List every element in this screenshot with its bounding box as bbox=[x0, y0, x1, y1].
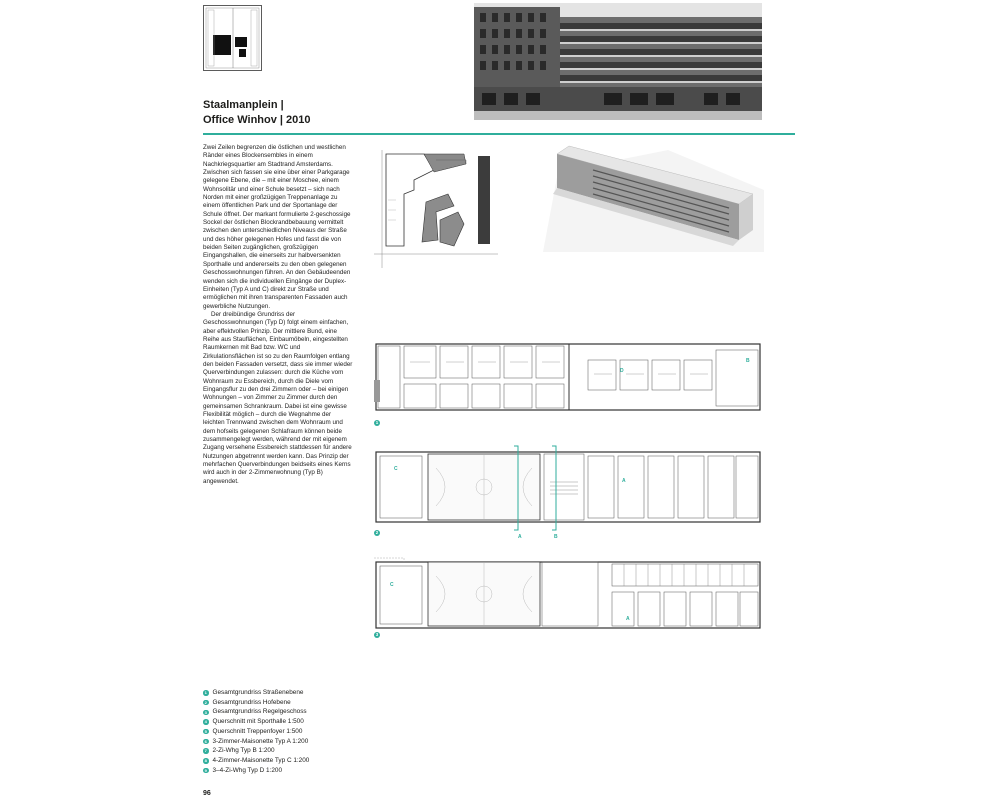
body-paragraph-1: Zwei Zeilen begrenzen die östlichen und westlichen Ränder eines Blockensembles in einem Nachkriegsquartier am Stadtrand Amsterdams. Zwischen sich fassen sie eine über einer Parkgarage gelegene Ebene, die – mit einer Moschee, einem Wohnsolitär und einer Schule besetzt – sich nach Norden mit einer großzügigen Treppenanlage zu einem öffentlichen Park und der Sportanlage der Schule öffnet. Der markant formulierte 2-geschossige Sockel der östlichen Blockrandbebauung vermittelt zwischen den unterschiedlichen Niveaus der Straße und des höher gelegenen Hofes und fasst die von beiden Seiten zugänglichen, großzügigen Eingangshallen, die einerseits zur halbversenkten Sporthalle und andererseits zu den oben gelegenen Geschosswohnungen führen. An den Gebäudeenden wenden sich die individuellen Eingänge der Duplex-Einheiten (Typ A und C) direkt zur Straße und ermöglichen mit ihren transparenten Fassaden auch gewerbliche Nutzungen. bbox=[203, 144, 351, 310]
legend-item bbox=[203, 737, 403, 747]
plan3-label-c: C bbox=[390, 582, 394, 588]
title-line-1: Staalmanplein | bbox=[203, 99, 284, 111]
body-paragraph-2: Der dreibündige Grundriss der Geschosswohnungen (Typ D) folgt einem einfachen, aber effektvollen Prinzip. Der mittlere Bund, eine Reihe aus Stauflächen, Einbaumöbeln, eingestellten Raumkernen mit Bad bzw. WC und Zirkulationsflächen ist so zu den Raumfolgen entlang den beiden Fassaden versetzt, dass sie immer wieder Querverbindungen zulassen: durch die Küche vom Wohnraum zu Essbereich, durch die Diele vom Eingangsflur zu den drei Zimmern oder – bei einigen Wohnungen – von Zimmer zu Zimmer durch den gemeinsamen Schrankraum. Dabei ist eine gewisse Flexibilität möglich – durch die Wegnahme der leichten Trennwand zwischen dem Wohnraum und dem hofseits gelegenen Schlafraum können beide zusammengelegt werden, während der mit eigenem Zugang versehene Essbereich stattdessen für andere Nutzungen abgetrennt werden kann. Das Prinzip der mehrfachen Querverbindungen beidseits eines Kerns wird auch in der 2-Zimmerwohnung (Typ B) angewendet. bbox=[203, 310, 353, 485]
legend-item bbox=[203, 688, 403, 698]
plan1-label-b: B bbox=[746, 358, 750, 364]
legend-item bbox=[203, 727, 403, 737]
floor-plan-street-level bbox=[374, 340, 766, 432]
plan1-number-badge: 1 bbox=[375, 420, 379, 425]
legend-item bbox=[203, 746, 403, 756]
legend-item bbox=[203, 766, 403, 776]
legend-number-badge: 2 bbox=[204, 699, 207, 705]
legend-number-badge: 1 bbox=[204, 690, 207, 696]
legend-number-badge: 4 bbox=[204, 719, 207, 725]
legend-text: 2-Zi-Whg Typ B 1:200 bbox=[212, 747, 275, 755]
plan2-number-badge: 2 bbox=[375, 530, 379, 535]
section-mark-a: A bbox=[518, 534, 522, 540]
plan3-label-a: A bbox=[626, 616, 630, 622]
legend-text: Querschnitt mit Sporthalle 1:500 bbox=[212, 718, 304, 726]
legend-text: 3–4-Zi-Whg Typ D 1:200 bbox=[212, 766, 283, 774]
plan3-number-badge: 3 bbox=[375, 632, 379, 637]
accent-divider bbox=[203, 133, 795, 135]
floor-plan-courtyard-level bbox=[374, 442, 766, 540]
title-line-2: Office Winhov | 2010 bbox=[203, 114, 311, 126]
legend-item bbox=[203, 707, 403, 717]
plan2-label-a: A bbox=[622, 478, 626, 484]
facade-photo bbox=[474, 3, 762, 120]
legend-number-badge: 9 bbox=[204, 767, 207, 773]
legend-item bbox=[203, 698, 403, 708]
section-mark-b: B bbox=[554, 534, 558, 540]
legend-text: 3-Zimmer-Maisonette Typ A 1:200 bbox=[212, 737, 309, 745]
floor-plan-typical-level bbox=[374, 548, 766, 640]
legend-text: Querschnitt Treppenfoyer 1:500 bbox=[212, 727, 303, 735]
legend-text: Gesamtgrundriss Regelgeschoss bbox=[212, 708, 307, 716]
legend-number-badge: 5 bbox=[204, 728, 207, 734]
plan1-label-d: D bbox=[620, 368, 624, 374]
site-plan bbox=[374, 150, 498, 268]
model-photo bbox=[543, 142, 764, 252]
body-text bbox=[203, 144, 353, 486]
legend-text: 4-Zimmer-Maisonette Typ C 1:200 bbox=[212, 756, 310, 764]
legend-text: Gesamtgrundriss Hofebene bbox=[212, 698, 291, 706]
legend-number-badge: 3 bbox=[204, 709, 207, 715]
legend-item bbox=[203, 756, 403, 766]
legend-number-badge: 8 bbox=[204, 758, 207, 764]
figure-legend bbox=[203, 688, 403, 775]
legend-item bbox=[203, 717, 403, 727]
legend-text: Gesamtgrundriss Straßenebene bbox=[212, 689, 304, 696]
key-plan-thumbnail bbox=[203, 5, 262, 71]
legend-number-badge: 7 bbox=[204, 748, 207, 754]
page-number: 96 bbox=[203, 790, 211, 797]
legend-number-badge: 6 bbox=[204, 738, 207, 744]
project-title bbox=[203, 98, 311, 128]
plan2-label-c: C bbox=[394, 466, 398, 472]
